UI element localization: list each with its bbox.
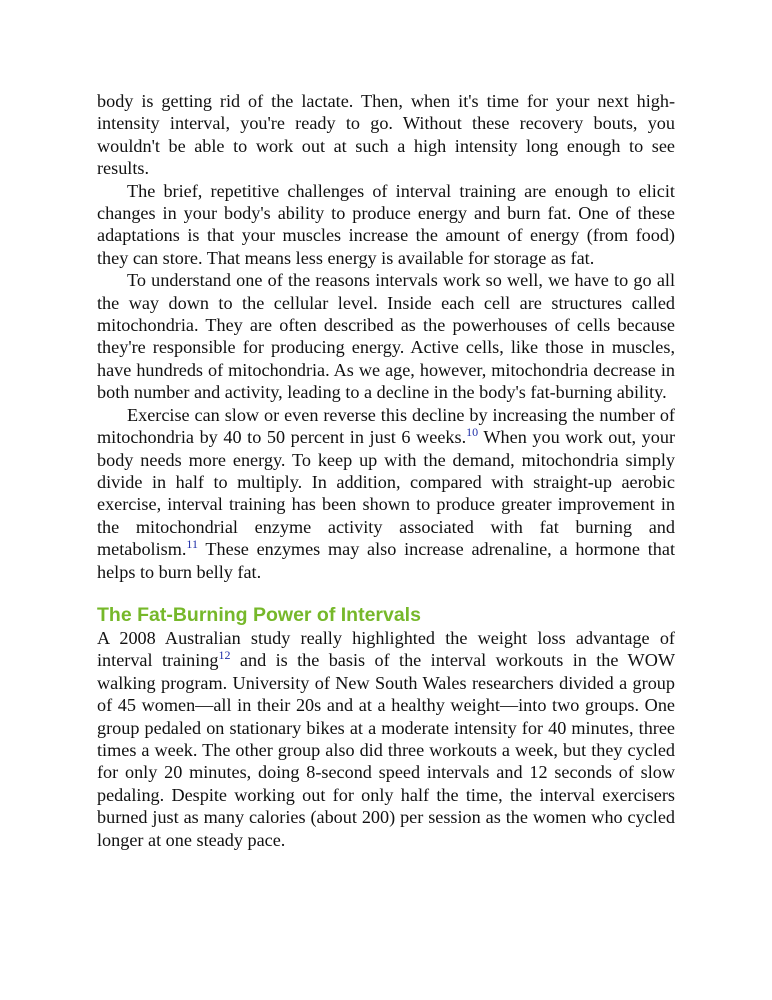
section-heading: The Fat-Burning Power of Intervals xyxy=(97,603,421,626)
footnote-ref-10[interactable]: 10 xyxy=(466,425,479,440)
paragraph-text: To understand one of the reasons intervals work so well, we have to go all the way down to the cellular level. Inside each cell are structures called mitochondria. They are often described as the powerhouses of cells because they're responsible for producing energy. Active cells, like those in muscles, have hundreds of mitochondria. As we age, however, mitochondria decrease in both number and activity, leading to a decline in the body's fat-burning ability. xyxy=(97,270,675,403)
page-body xyxy=(97,90,675,851)
paragraph-text: and is the basis of the interval workouts in the WOW walking program. University of New South Wales researchers divided a group of 45 women—all in their 20s and at a healthy weight—into two groups. One group pedaled on stationary bikes at a moderate intensity for 40 minutes, three times a week. The other group also did three workouts a week, but they cycled for only 20 minutes, doing 8-second speed intervals and 12 seconds of slow pedaling. Despite working out for only half the time, the interval exercisers burned just as many calories (about 200) per session as the women who cycled longer at one steady pace. xyxy=(97,650,675,850)
paragraph-text: A 2008 Australian study really highlighted the weight loss advantage of interval training xyxy=(97,627,675,671)
paragraph-energy-adaptations xyxy=(97,180,675,270)
paragraph-text: Exercise can slow or even reverse this decline by increasing the number of mitochondria by 40 to 50 percent in just 6 weeks. xyxy=(97,404,675,448)
footnote-ref-11[interactable]: 11 xyxy=(186,537,198,552)
paragraph-lactate-recovery xyxy=(97,90,675,180)
paragraph-text: When you work out, your body needs more energy. To keep up with the demand, mitochondria simply divide in half to multiply. In addition, compared with straight-up aerobic exercise, interval training has been shown to produce greater improvement in the mitochondrial enzyme activity associated with fat burning and metabolism. xyxy=(97,427,676,560)
paragraph-text: The brief, repetitive challenges of interval training are enough to elicit changes in your body's ability to produce energy and burn fat. One of these adaptations is that your muscles increase the amount of energy (from food) they can store. That means less energy is available for storage as fat. xyxy=(97,180,675,268)
paragraph-text: These enzymes may also increase adrenaline, a hormone that helps to burn belly fat. xyxy=(97,539,675,582)
footnote-ref-12[interactable]: 12 xyxy=(218,648,231,663)
paragraph-exercise-decline xyxy=(97,404,675,583)
paragraph-australian-study xyxy=(97,627,675,851)
paragraph-mitochondria xyxy=(97,269,675,403)
paragraph-text: body is getting rid of the lactate. Then, when it's time for your next high-intensity interval, you're ready to go. Without these recovery bouts, you wouldn't be able to work out at such a high intensity long enough to see results. xyxy=(97,91,675,179)
